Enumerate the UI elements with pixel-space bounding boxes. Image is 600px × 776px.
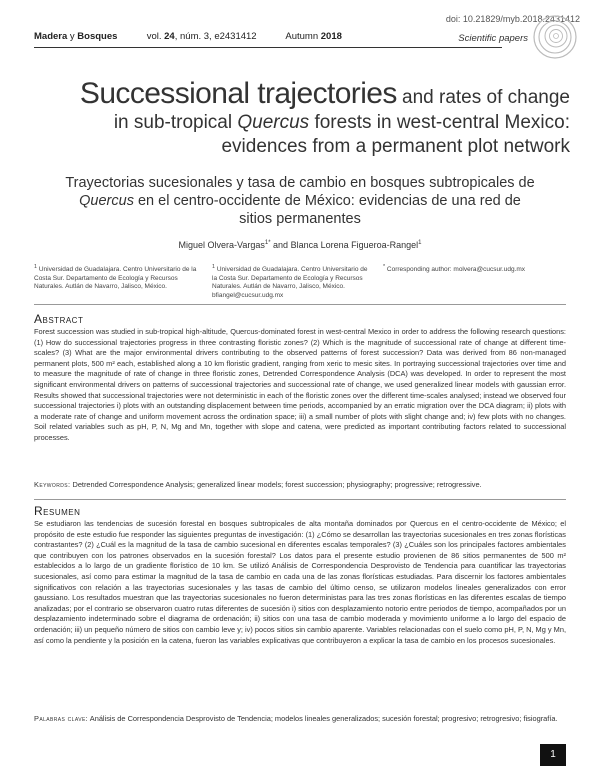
abstract-text: Forest succession was studied in sub-tropical high-altitude, Quercus-dominated forest in west-central Mexico in order to address the following research questions: (1) How do successional trajectories progress in three contrasting floristic zones? (2) Which is the magnitude of successional rate of change at different time-scales? (3) What are the major environmental drivers contributing to the observed patterns of forest succession? Data was derived from 86 non-managed permanent plots, 500 m² each, established along a 10 km floristic gradient, ranging from xeric to mesic sites. In portraying successional trajectories over time and to measure the magnitude of rate of change in three floristic zones, Detrended Correspondence Analysis (DCA) was developed. In order to represent the most significant environmental drivers on patterns of successional trajectories and successional rate of change, we used generalized linear models with gaussian error. Results showed that successional trajectories were not deterministic in each of the floristic zones over the different time-scales analysed; instead we observed four successional trajectories i) plots with an outstanding displacement between time periods, accompanied by an erratic migration over the DCA diagram; ii) plots with a moderate rate of change and uniform movement across the ordination space; iii) a small number of plots with slight change and; iv) few plots with no changes. Soil related variables such as pH, P, N, Mg and Mn, together with slope and catena, were predicted as important contributing factors related to successional processes.	[34, 327, 566, 442]
title-line-3: evidences from a permanent plot network	[221, 136, 570, 157]
section-label: Scientific papers	[458, 33, 528, 44]
page-number: 1	[540, 744, 566, 766]
divider	[34, 499, 566, 500]
journal-name-b: y	[69, 31, 75, 42]
season: Autumn	[285, 31, 319, 42]
doi[interactable]: doi: 10.21829/myb.2018.2431412	[445, 14, 580, 24]
journal-name-a: Madera	[34, 31, 68, 42]
title-line-2: in sub-tropical Quercus forests in west-central Mexico:	[113, 112, 570, 133]
spanish-title-line-2: Quercus en el centro-occidente de México: evidencias de una red de	[79, 193, 521, 209]
authors: Miguel Olvera-Vargas$^{1*}$ and Blanca Lorena Figueroa-Rangel$^1$	[178, 240, 422, 250]
tree-rings-logo-icon	[532, 14, 578, 60]
affiliation-1: $^1$ Universidad de Guadalajara. Centro Universitario de la Costa Sur. Departamento de Ecología y Recursos Naturales. Autlán de Navarro, Jalisco, México.	[34, 264, 197, 291]
author-2: Blanca Lorena Figueroa-Rangel	[290, 240, 419, 250]
issue-info: , núm. 3, e2431412	[174, 31, 257, 42]
header-rule	[34, 47, 502, 48]
author-1: Miguel Olvera-Vargas	[178, 240, 265, 250]
title-rest: and rates of change	[396, 87, 570, 108]
volume-number: 24	[164, 31, 175, 42]
abstract-heading: Abstract	[34, 312, 84, 326]
keywords: Keywords: Detrended Correspondence Analysis; generalized linear models; forest succession; physiography; progressive; retrogressive.	[34, 480, 482, 489]
resumen-text: Se estudiaron las tendencias de sucesión forestal en bosques subtropicales de alta montaña dominados por Quercus en el centro-occidente de México; el propósito de este estudio fue responder las siguientes preguntas de investigación: (1) ¿Cómo se desarrollan las trayectorias sucesionales en tres zonas florísticas contrastantes? (2) ¿Cuál es la magnitud de la tasa de cambio sucesional en diferentes escalas temporales? (3) ¿Cuáles son los principales factores ambientales que contribuyen con los patrones observados en la sucesión forestal? Los datos para el presente estudio provienen de 86 sitios permanentes de 500 m² establecidos a lo largo de un gradiente florístico de 10 km. Se utilizó Análisis de Correspondencia Desprovisto de Tendencia para cuantificar las trayectorias sucesionales, así como para estimar la magnitud de la tasa de cambio en cada una de las zonas florísticas estudiadas. Para discernir los factores ambientales significativos con relación a las trayectorias sucesionales y las tasas de cambio del último censo, se utilizaron modelos lineales generalizados con error gaussiano. Los resultados muestran que las trayectorias sucesionales no fueron deterministas para las tres zonas florísticas en las diferentes escalas de tiempo analizadas; por el contrario se observaron cuatro rutas diferentes de sucesión i) sitios con desplazamiento notorio entre periodos de tiempo, acompañados por un desplazamiento indeterminado sobre el diagrama de ordenación; ii) sitios con una tasa de cambio moderada y movimiento uniforme a lo largo del espacio de ordenación; iii) un pequeño número de sitios con cambio leve y; iv) pocos sitios sin cambio aparente. Variables relacionadas con el suelo como pH, P, N, Mg y Mn, así como la pendiente y la posición en la catena, fueron las variables explicativas que contribuyeron a explicar la tasa de cambio en los procesos sucesionales.	[34, 519, 566, 645]
spanish-title-line-3: sitios permanentes	[239, 211, 361, 227]
corresponding-author: * Corresponding author: molvera@cucsur.udg.mx	[383, 264, 526, 274]
journal-header	[34, 31, 342, 42]
article-title	[30, 77, 570, 159]
year: 2018	[320, 31, 342, 42]
title-main: Successional trajectories	[79, 77, 397, 110]
journal-name-c: Bosques	[77, 31, 118, 42]
divider	[34, 304, 566, 305]
palabras-clave: Palabras clave: Análisis de Correspondencia Desprovisto de Tendencia; modelos lineales generalizados; sucesión forestal; progresivo; retrogresivo; fisiografía.	[34, 714, 558, 723]
spanish-title	[40, 174, 560, 228]
resumen-heading: Resumen	[34, 504, 81, 518]
spanish-title-line-1: Trayectorias sucesionales y tasa de cambio en bosques subtropicales de	[65, 175, 535, 191]
affiliation-2: $^1$ Universidad de Guadalajara. Centro Universitario de la Costa Sur. Departamento de Ecología y Recursos Naturales. Autlán de Navarro, Jalisco, México. bfiangel@cucsur.udg.mx	[212, 264, 368, 299]
volume-prefix: vol.	[146, 31, 162, 42]
